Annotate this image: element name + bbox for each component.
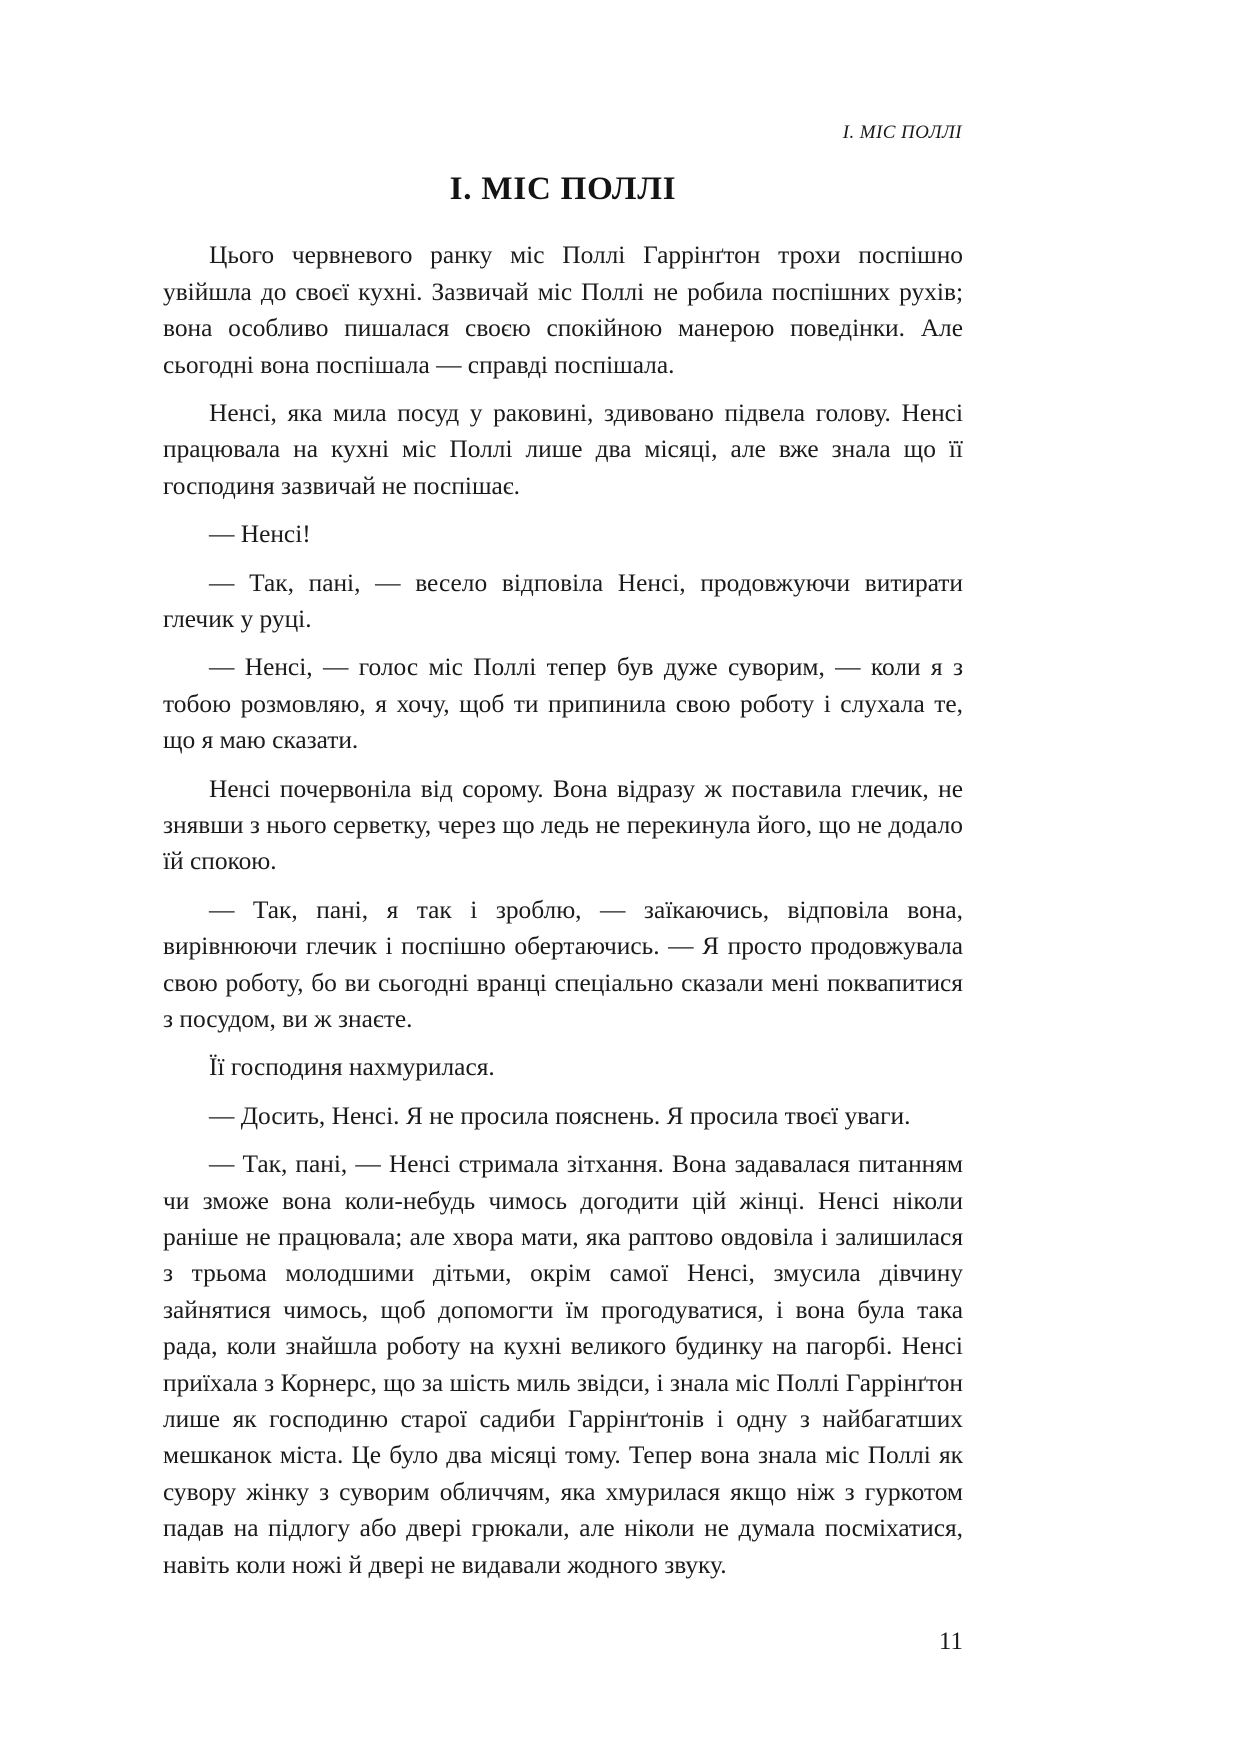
dialogue-line: — Ненсі! xyxy=(209,520,311,549)
dialogue-line: — Так, пані, я так і зроблю, — заїкаючись, відповіла вона, вирівнюючи глечик і поспішно обертаючись. — Я просто продовжувала свою роботу, бо ви сьогодні вранці спеціально сказали мені поквапитися з посудом, ви ж знаєте. xyxy=(163,895,963,1034)
paragraph: Її господиня нахмурилася. xyxy=(209,1053,495,1082)
dialogue-line: — Досить, Ненсі. Я не просила пояснень. Я просила твоєї уваги. xyxy=(209,1101,911,1130)
paragraph: Ненсі, яка мила посуд у раковині, здивовано підвела голову. Ненсі працювала на кухні міс Поллі лише два місяці, але вже знала що її господиня зазвичай не поспішає. xyxy=(163,398,963,500)
dialogue-line: — Так, пані, — весело відповіла Ненсі, продовжуючи витирати глечик у руці. xyxy=(163,568,963,633)
chapter-title: І. МІС ПОЛЛІ xyxy=(449,171,677,207)
page-number: 11 xyxy=(938,1628,963,1655)
paragraph: — Так, пані, — Ненсі стримала зітхання. Вона задавалася питанням чи зможе вона коли-небудь чимось догодити цій жінці. Ненсі ніколи раніше не працювала; але хвора мати, яка раптово овдовіла і залишилася з трьома молодшими дітьми, окрім самої Ненсі, змусила дівчину зайнятися чимось, щоб допомогти їм прогодуватися, і вона була така рада, коли знайшла роботу на кухні великого будинку на пагорбі. Ненсі приїхала з Корнерс, що за шість миль звідси, і знала міс Поллі Гаррінґтон лише як господиню старої садиби Гаррінґтонів і одну з найбагатших мешканок міста. Це було два місяці тому. Тепер вона знала міс Поллі як сувору жінку з суворим обличчям, яка хмурилася якщо ніж з гуркотом падав на підлогу або двері грюкали, але ніколи не думала посміхатися, навіть коли ножі й двері не видавали жодного звуку. xyxy=(163,1150,963,1579)
paragraph: Цього червневого ранку міс Поллі Гаррінґтон трохи поспішно увійшла до своєї кухні. Зазвичай міс Поллі не робила поспішних рухів; вона особливо пишалася своєю спокійною манерою поведінки. Але сьогодні вона поспішала — справді поспішала. xyxy=(163,241,963,379)
dialogue-line: — Ненсі, — голос міс Поллі тепер був дуже суворим, — коли я з тобою розмовляю, я хочу, щоб ти припинила свою роботу і слухала те, що я маю сказати. xyxy=(163,653,963,755)
paragraph: Ненсі почервоніла від сорому. Вона відразу ж поставила глечик, не знявши з нього серветку, через що ледь не перекинула його, що не додало їй спокою. xyxy=(163,774,963,876)
running-header: І. МІС ПОЛЛІ xyxy=(842,122,962,143)
body-text xyxy=(163,237,963,1583)
page-content xyxy=(163,0,963,1655)
